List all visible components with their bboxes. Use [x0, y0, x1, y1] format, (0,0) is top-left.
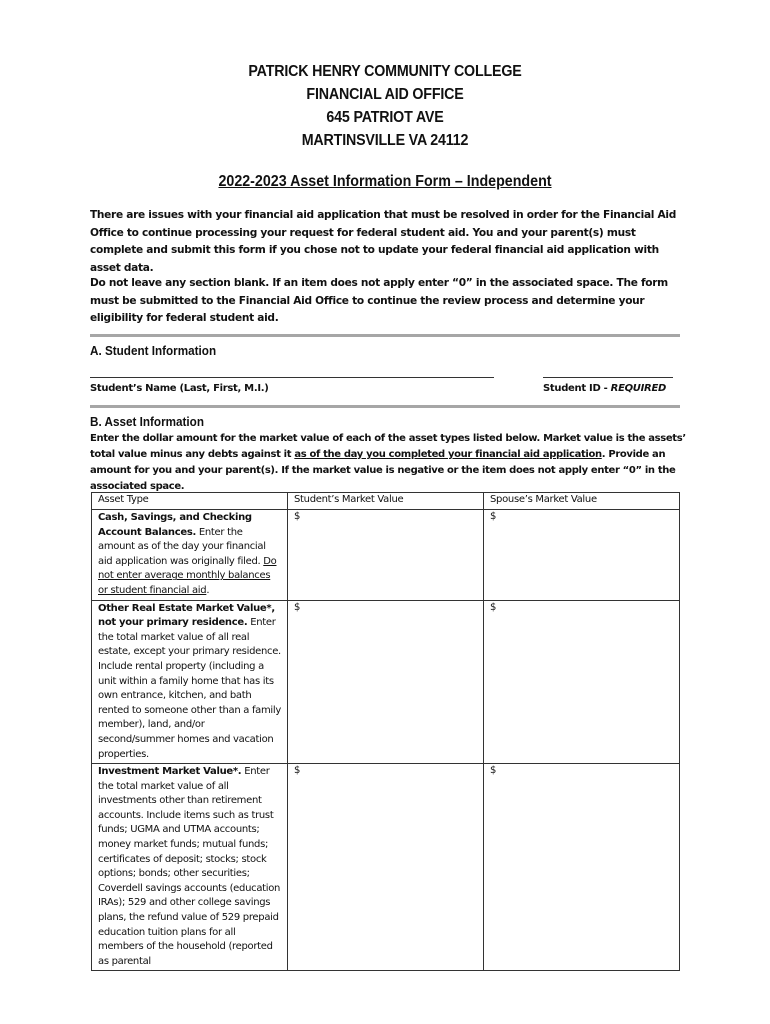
- college-header: [31, 60, 739, 152]
- instructions-part-1: Enter the dollar amount for the market value of each of the asset types listed below. Market value is the assets’ total value minus any debts against it: [90, 433, 686, 460]
- student-id-label-text: Student ID -: [543, 383, 611, 394]
- college-name: PATRICK HENRY COMMUNITY COLLEGE: [248, 63, 522, 80]
- student-value-input[interactable]: $: [288, 510, 484, 601]
- city-state-zip: MARTINSVILLE VA 24112: [301, 132, 469, 149]
- asset-instructions: [90, 431, 690, 495]
- asset-table: [91, 492, 680, 971]
- intro-paragraph-1: There are issues with your financial aid application that must be resolved in order for the Financial Aid Office to continue processing your request for federal student aid. You and your parent(s) must complete and submit this form if you chose not to update your federal financial aid application with asset data.: [90, 209, 677, 274]
- table-row: [92, 600, 680, 764]
- student-id-field[interactable]: [543, 377, 673, 378]
- table-row: [92, 510, 680, 601]
- section-divider-a: [90, 334, 680, 337]
- asset-type-desc-tail: .: [206, 584, 210, 596]
- student-value-input[interactable]: $: [288, 764, 484, 971]
- section-divider-b: [90, 405, 680, 408]
- asset-type-cell: [92, 510, 288, 601]
- intro-paragraph-2: Do not leave any section blank. If an item does not apply enter “0” in the associated space. The form must be submitted to the Financial Aid Office to continue the review process and determine your eligibility for federal student aid.: [90, 277, 668, 324]
- table-row: [92, 764, 680, 971]
- student-value-input[interactable]: $: [288, 600, 484, 764]
- asset-type-desc: Enter the total market value of all real estate, except your primary residence. Include rental property (including a unit within a family home that has its own entrance, kitchen, and bath rented to someone other than a family member), land, and/or second/summer homes and vacation properties.: [98, 617, 282, 760]
- asset-type-title: Cash, Savings, and Checking Account Balances.: [98, 512, 252, 538]
- asset-type-cell: [92, 600, 288, 764]
- col-header-student-value: Student’s Market Value: [288, 493, 484, 510]
- student-name-field[interactable]: [90, 377, 494, 378]
- col-header-spouse-value: Spouse’s Market Value: [484, 493, 680, 510]
- asset-type-title: Other Real Estate Market Value*, not your primary residence.: [98, 602, 275, 629]
- asset-type-desc-underlined: Do not enter average monthly balances or student financial aid: [98, 555, 277, 596]
- asset-type-desc: Enter the amount as of the day your financial aid application was originally filed.: [98, 526, 266, 567]
- form-title: 2022-2023 Asset Information Form – Independent: [218, 173, 552, 190]
- student-name-label: Student’s Name (Last, First, M.I.): [90, 383, 269, 394]
- section-a-heading: A. Student Information: [90, 343, 217, 358]
- section-b-heading: B. Asset Information: [90, 414, 204, 429]
- instructions-part-2: . Provide an amount for you and your parent(s). If the market value is negative or the item does not apply enter “0” in the associated space.: [90, 449, 676, 492]
- street-address: 645 PATRIOT AVE: [326, 109, 444, 126]
- asset-type-title: Investment Market Value*.: [98, 766, 242, 778]
- office-name: FINANCIAL AID OFFICE: [306, 86, 464, 103]
- spouse-value-input[interactable]: $: [484, 764, 680, 971]
- asset-table-header-row: [92, 493, 680, 510]
- instructions-underlined: as of the day you completed your financial aid application: [294, 449, 602, 460]
- spouse-value-input[interactable]: $: [484, 600, 680, 764]
- asset-type-desc: Enter the total market value of all investments other than retirement accounts. Include items such as trust funds; UGMA and UTMA accounts; money market funds; mutual funds; certificates of deposit; stocks; stock options; bonds; other securities; Coverdell savings accounts (education IRAs); 529 and other college savings plans, the refund value of 529 prepaid education tuition plans for all members of the household (reported as parental: [98, 766, 281, 967]
- asset-type-cell: [92, 764, 288, 971]
- student-id-label: [543, 383, 666, 394]
- required-marker: REQUIRED: [610, 383, 666, 394]
- col-header-asset-type: Asset Type: [92, 493, 288, 510]
- spouse-value-input[interactable]: $: [484, 510, 680, 601]
